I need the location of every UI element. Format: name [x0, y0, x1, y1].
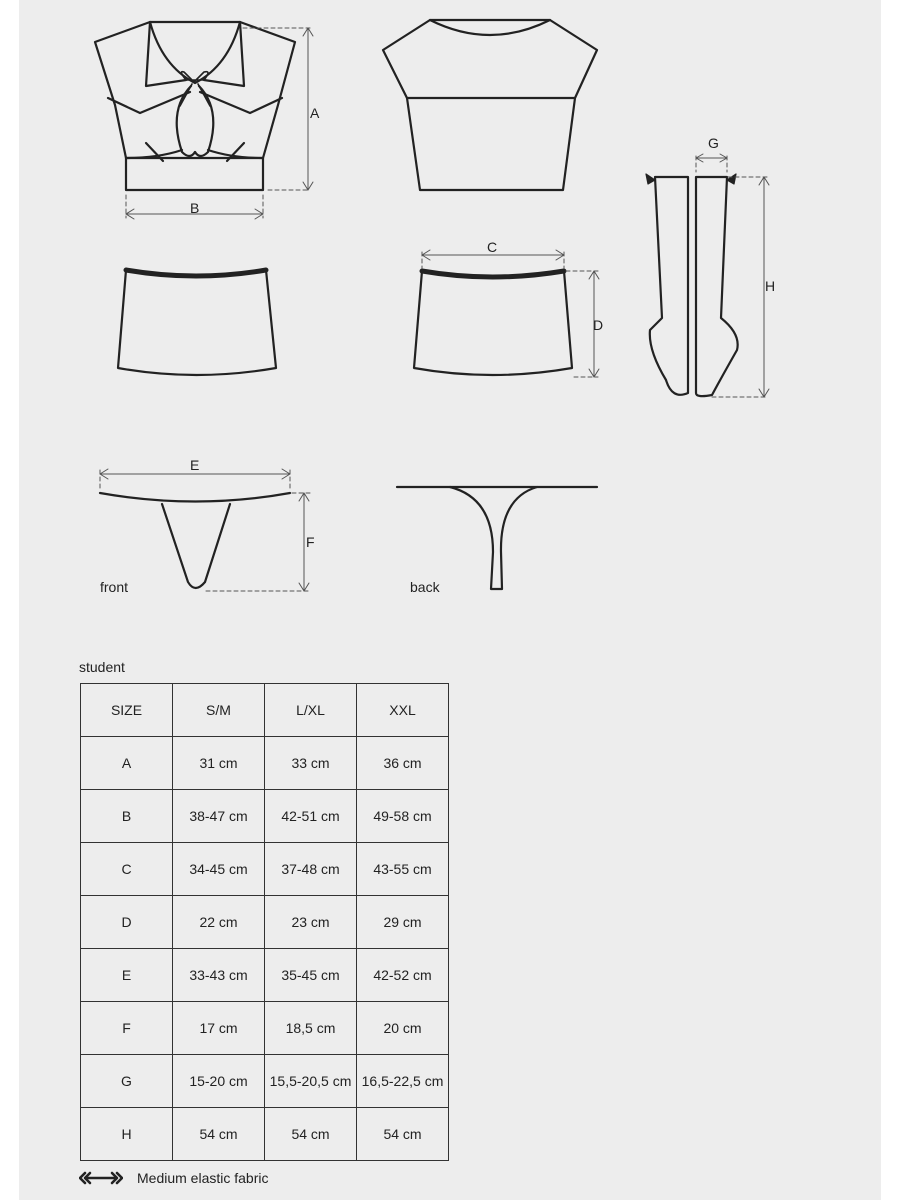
dimension-label-d: D: [593, 317, 604, 333]
dimension-lines: [100, 28, 769, 591]
table-cell: 43-55 cm: [357, 843, 449, 896]
table-row: [81, 1002, 449, 1055]
dimension-label-f: F: [306, 534, 315, 550]
table-row: [81, 1108, 449, 1161]
table-cell: 54 cm: [265, 1108, 357, 1161]
table-header-cell: L/XL: [265, 684, 357, 737]
table-cell: A: [81, 737, 173, 790]
table-cell: G: [81, 1055, 173, 1108]
dimension-label-b: B: [190, 200, 200, 216]
table-cell: 54 cm: [173, 1108, 265, 1161]
table-row: [81, 843, 449, 896]
table-title: student: [79, 659, 125, 675]
dimension-label-c: C: [487, 239, 498, 255]
table-cell: 35-45 cm: [265, 949, 357, 1002]
table-cell: 37-48 cm: [265, 843, 357, 896]
table-cell: 20 cm: [357, 1002, 449, 1055]
table-row: [81, 1055, 449, 1108]
table-cell: 49-58 cm: [357, 790, 449, 843]
dimension-label-e: E: [190, 457, 200, 473]
table-cell: 17 cm: [173, 1002, 265, 1055]
dimension-label-a: A: [310, 105, 320, 121]
table-cell: 38-47 cm: [173, 790, 265, 843]
stockings-drawing: [646, 174, 738, 396]
fabric-legend-text: Medium elastic fabric: [137, 1170, 269, 1186]
table-cell: 23 cm: [265, 896, 357, 949]
table-row: [81, 737, 449, 790]
table-cell: 18,5 cm: [265, 1002, 357, 1055]
table-row: [81, 790, 449, 843]
table-cell: B: [81, 790, 173, 843]
dimension-label-h: H: [765, 278, 776, 294]
table-cell: 54 cm: [357, 1108, 449, 1161]
skirt-back-drawing: [414, 271, 572, 375]
back-caption: back: [410, 579, 440, 595]
table-header-cell: S/M: [173, 684, 265, 737]
dimension-label-g: G: [708, 135, 719, 151]
table-cell: 33-43 cm: [173, 949, 265, 1002]
table-cell: D: [81, 896, 173, 949]
table-cell: 36 cm: [357, 737, 449, 790]
table-cell: F: [81, 1002, 173, 1055]
skirt-front-drawing: [118, 270, 276, 375]
top-front-drawing: [95, 22, 295, 190]
table-cell: 15-20 cm: [173, 1055, 265, 1108]
size-table: [80, 683, 449, 1161]
table-header-cell: SIZE: [81, 684, 173, 737]
table-cell: 16,5-22,5 cm: [357, 1055, 449, 1108]
table-row: [81, 949, 449, 1002]
thong-back-drawing: [397, 487, 597, 589]
table-cell: 42-51 cm: [265, 790, 357, 843]
table-cell: E: [81, 949, 173, 1002]
table-cell: 22 cm: [173, 896, 265, 949]
table-header-row: [81, 684, 449, 737]
table-cell: 34-45 cm: [173, 843, 265, 896]
table-cell: 29 cm: [357, 896, 449, 949]
fabric-legend: [79, 1170, 269, 1186]
table-cell: 31 cm: [173, 737, 265, 790]
top-back-drawing: [383, 20, 597, 190]
stretch-arrows-icon: [79, 1170, 123, 1186]
thong-front-drawing: [100, 493, 290, 588]
table-cell: C: [81, 843, 173, 896]
table-row: [81, 896, 449, 949]
front-caption: front: [100, 579, 129, 595]
table-cell: 42-52 cm: [357, 949, 449, 1002]
table-cell: H: [81, 1108, 173, 1161]
table-cell: 33 cm: [265, 737, 357, 790]
table-cell: 15,5-20,5 cm: [265, 1055, 357, 1108]
table-header-cell: XXL: [357, 684, 449, 737]
